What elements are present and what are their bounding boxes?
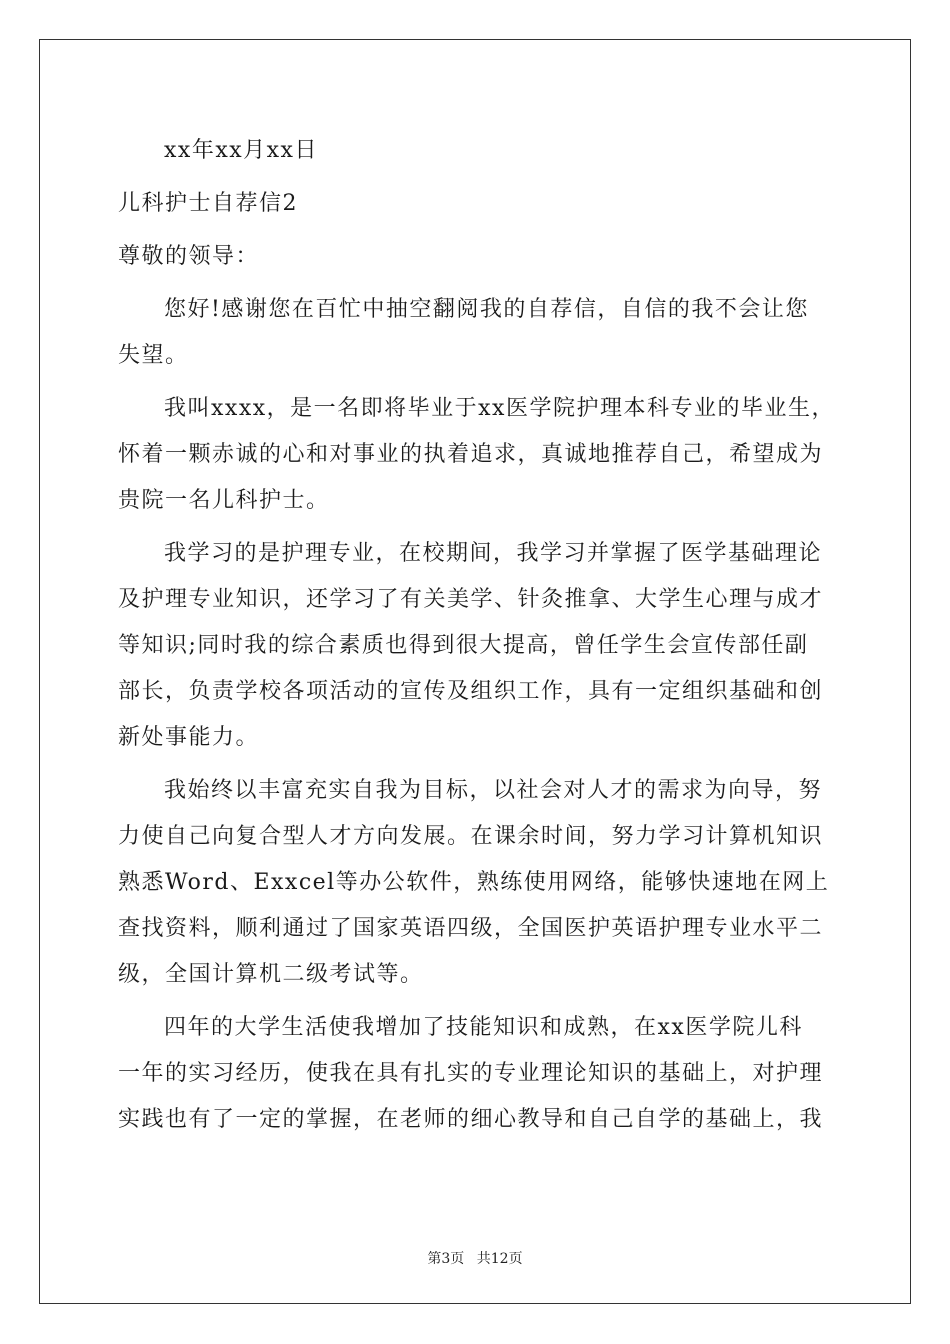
paragraph-line: 查找资料，顺利通过了国家英语四级，全国医护英语护理专业水平二 xyxy=(118,916,824,941)
paragraph-line: 部长，负责学校各项活动的宣传及组织工作，具有一定组织基础和创 xyxy=(118,679,824,704)
paragraph-line: 及护理专业知识，还学习了有关美学、针灸推拿、大学生心理与成才 xyxy=(118,587,824,612)
paragraph-line: 怀着一颗赤诚的心和对事业的执着追求，真诚地推荐自己，希望成为 xyxy=(118,442,824,467)
paragraph-4 xyxy=(118,768,838,998)
paragraph-line: 失望。 xyxy=(118,343,189,368)
salutation: 尊敬的领导： xyxy=(118,244,260,269)
paragraph-line: 贵院一名儿科护士。 xyxy=(118,488,330,513)
paragraph-3 xyxy=(118,531,838,761)
paragraph-line: 我学习的是护理专业，在校期间，我学习并掌握了医学基础理论 xyxy=(164,541,823,566)
paragraph-1 xyxy=(118,287,838,379)
paragraph-line: 我叫xxxx，是一名即将毕业于xx医学院护理本科专业的毕业生， xyxy=(164,396,835,421)
page-total: 共12页 xyxy=(476,1251,523,1267)
paragraph-line: 等知识;同时我的综合素质也得到很大提高，曾任学生会宣传部任副 xyxy=(118,633,809,658)
page-number: 第3页 xyxy=(427,1251,465,1267)
paragraph-line: 一年的实习经历，使我在具有扎实的专业理论知识的基础上，对护理 xyxy=(118,1061,824,1086)
date-line: xx年xx月xx日 xyxy=(164,138,318,163)
document-title: 儿科护士自荐信2 xyxy=(118,191,298,216)
page-footer xyxy=(0,1248,950,1268)
paragraph-line: 级，全国计算机二级考试等。 xyxy=(118,962,424,987)
paragraph-line: 实践也有了一定的掌握，在老师的细心教导和自己自学的基础上，我 xyxy=(118,1107,824,1132)
document-body xyxy=(118,128,838,1143)
paragraph-5 xyxy=(118,1005,838,1143)
paragraph-line: 熟悉Word、Exxcel等办公软件，熟练使用网络，能够快速地在网上 xyxy=(118,870,830,895)
paragraph-line: 我始终以丰富充实自我为目标，以社会对人才的需求为向导，努 xyxy=(164,778,823,803)
paragraph-line: 新处事能力。 xyxy=(118,725,260,750)
paragraph-line: 您好!感谢您在百忙中抽空翻阅我的自荐信，自信的我不会让您 xyxy=(164,297,809,322)
paragraph-2 xyxy=(118,386,838,524)
paragraph-line: 四年的大学生活使我增加了技能知识和成熟，在xx医学院儿科 xyxy=(164,1015,803,1040)
paragraph-line: 力使自己向复合型人才方向发展。在课余时间，努力学习计算机知识 xyxy=(118,824,824,849)
